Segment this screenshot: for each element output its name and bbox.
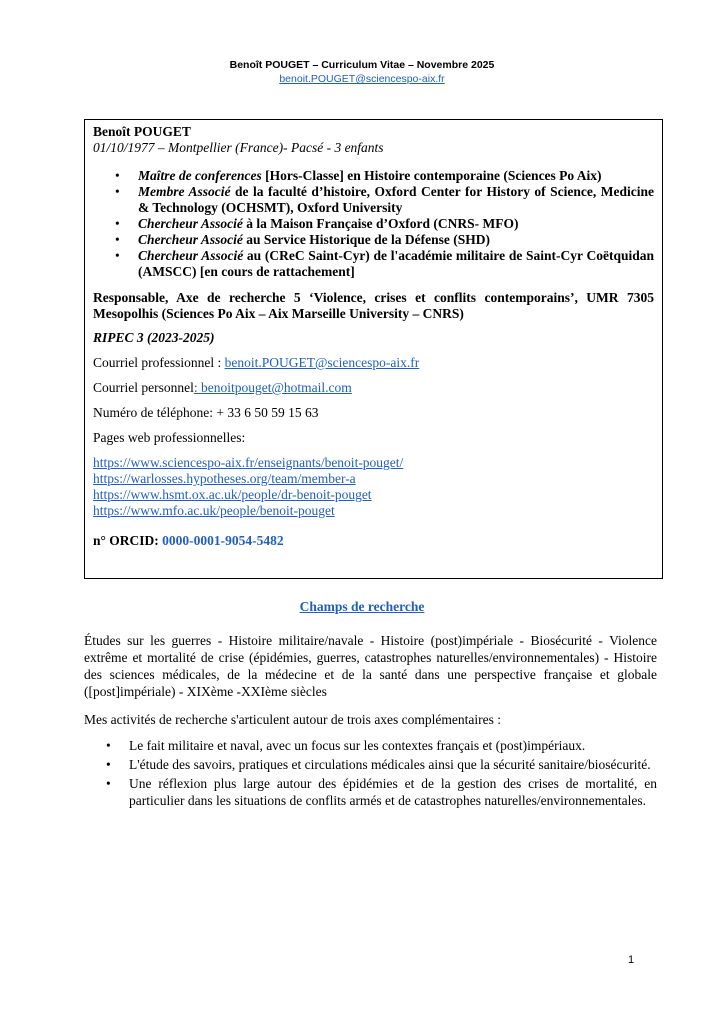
research-intro: Mes activités de recherche s'articulent autour de trois axes complémentaires : — [84, 712, 502, 727]
research-fields: Études sur les guerres - Histoire militaire/navale - Histoire (post)impériale - Biosécurité - Violence extrême et mortalité de crise (épidémies, guerres, catastrophes naturelles/environnementales) - Histoire des sciences médicales, de la médecine et de la santé dans une perspective française et globale ([post]impériale) - XIXème -XXIème siècles — [84, 633, 657, 699]
email-perso-link[interactable]: : benoitpouget@hotmail.com — [193, 380, 352, 395]
role-text: au Service Historique de la Défense (SHD) — [242, 232, 490, 247]
page-number: 1 — [628, 954, 635, 966]
role-title: Chercheur Associé — [138, 216, 243, 231]
list-item — [138, 248, 654, 280]
orcid-row — [93, 533, 654, 549]
web-link-sciencespo[interactable]: https://www.sciencespo-aix.fr/enseignants/benoit-pouget/ — [93, 455, 404, 470]
email-pro-row — [93, 355, 654, 371]
role-text: à la Maison Française d’Oxford (CNRS- MFO) — [242, 216, 519, 231]
web-link-hsmt[interactable]: https://www.hsmt.ox.ac.uk/people/dr-benoit-pouget — [93, 487, 372, 502]
orcid-value[interactable]: 0000-0001-9054-5482 — [162, 533, 284, 548]
web-label: Pages web professionnelles: — [93, 430, 246, 445]
research-axes-list — [84, 737, 657, 809]
ripec-text: RIPEC 3 (2023-2025) — [93, 330, 215, 345]
header-email-link[interactable]: benoit.POUGET@sciencespo-aix.fr — [279, 73, 445, 85]
list-item — [138, 184, 654, 216]
role-title: Chercheur Associé — [138, 248, 244, 263]
research-body — [84, 632, 657, 811]
role-title: Maître de conferences — [138, 168, 262, 183]
orcid-label: n° ORCID: — [93, 533, 163, 548]
email-perso-label: Courriel personnel — [93, 380, 194, 395]
list-item: • L'étude des savoirs, pratiques et circulations médicales ainsi que la sécurité sanitaire/biosécurité. — [129, 756, 657, 773]
list-item — [138, 232, 654, 248]
web-link-warlosses[interactable]: https://warlosses.hypotheses.org/team/member-a — [93, 471, 356, 486]
email-pro-label: Courriel professionnel : — [93, 355, 225, 370]
list-item — [138, 168, 654, 184]
role-text: [Hors-Classe] en Histoire contemporaine (Sciences Po Aix) — [261, 168, 602, 183]
header-title: Benoît POUGET – Curriculum Vitae – Novembre 2025 — [229, 59, 495, 71]
email-perso-row — [93, 380, 654, 396]
role-text: de la faculté d’histoire, Oxford Center for History of Science, Medicine & Technology (OCHSMT), Oxford University — [138, 184, 654, 215]
list-item — [138, 216, 654, 232]
web-link-mfo[interactable]: https://www.mfo.ac.uk/people/benoit-pouget — [93, 503, 335, 518]
list-item: • Une réflexion plus large autour des épidémies et de la gestion des crises de mortalité, en particulier dans les situations de conflits armés et de catastrophes naturelles/environnementales. — [129, 775, 657, 809]
profile-name: Benoît POUGET — [93, 124, 191, 139]
phone-text: Numéro de téléphone: + 33 6 50 59 15 63 — [93, 405, 319, 420]
page-header — [0, 58, 724, 86]
list-item: • Le fait militaire et naval, avec un focus sur les contextes français et (post)impériaux. — [129, 737, 657, 754]
email-pro-link[interactable]: benoit.POUGET@sciencespo-aix.fr — [224, 355, 420, 370]
profile-birth: 01/10/1977 – Montpellier (France)- Pacsé - 3 enfants — [93, 140, 384, 155]
responsable-text: Responsable, Axe de recherche 5 ‘Violence, crises et conflits contemporains’, UMR 7305 Mesopolhis (Sciences Po Aix – Aix Marseille University – CNRS) — [93, 290, 654, 321]
role-title: Membre Associé — [138, 184, 231, 199]
web-links — [93, 455, 654, 519]
role-title: Chercheur Associé — [138, 232, 243, 247]
roles-list — [93, 168, 654, 280]
role-text: au (CReC Saint-Cyr) de l'académie militaire de Saint-Cyr Coëtquidan (AMSCC) [en cours de rattachement] — [138, 248, 654, 279]
profile-box — [84, 119, 663, 579]
section-title-research: Champs de recherche — [299, 599, 425, 614]
